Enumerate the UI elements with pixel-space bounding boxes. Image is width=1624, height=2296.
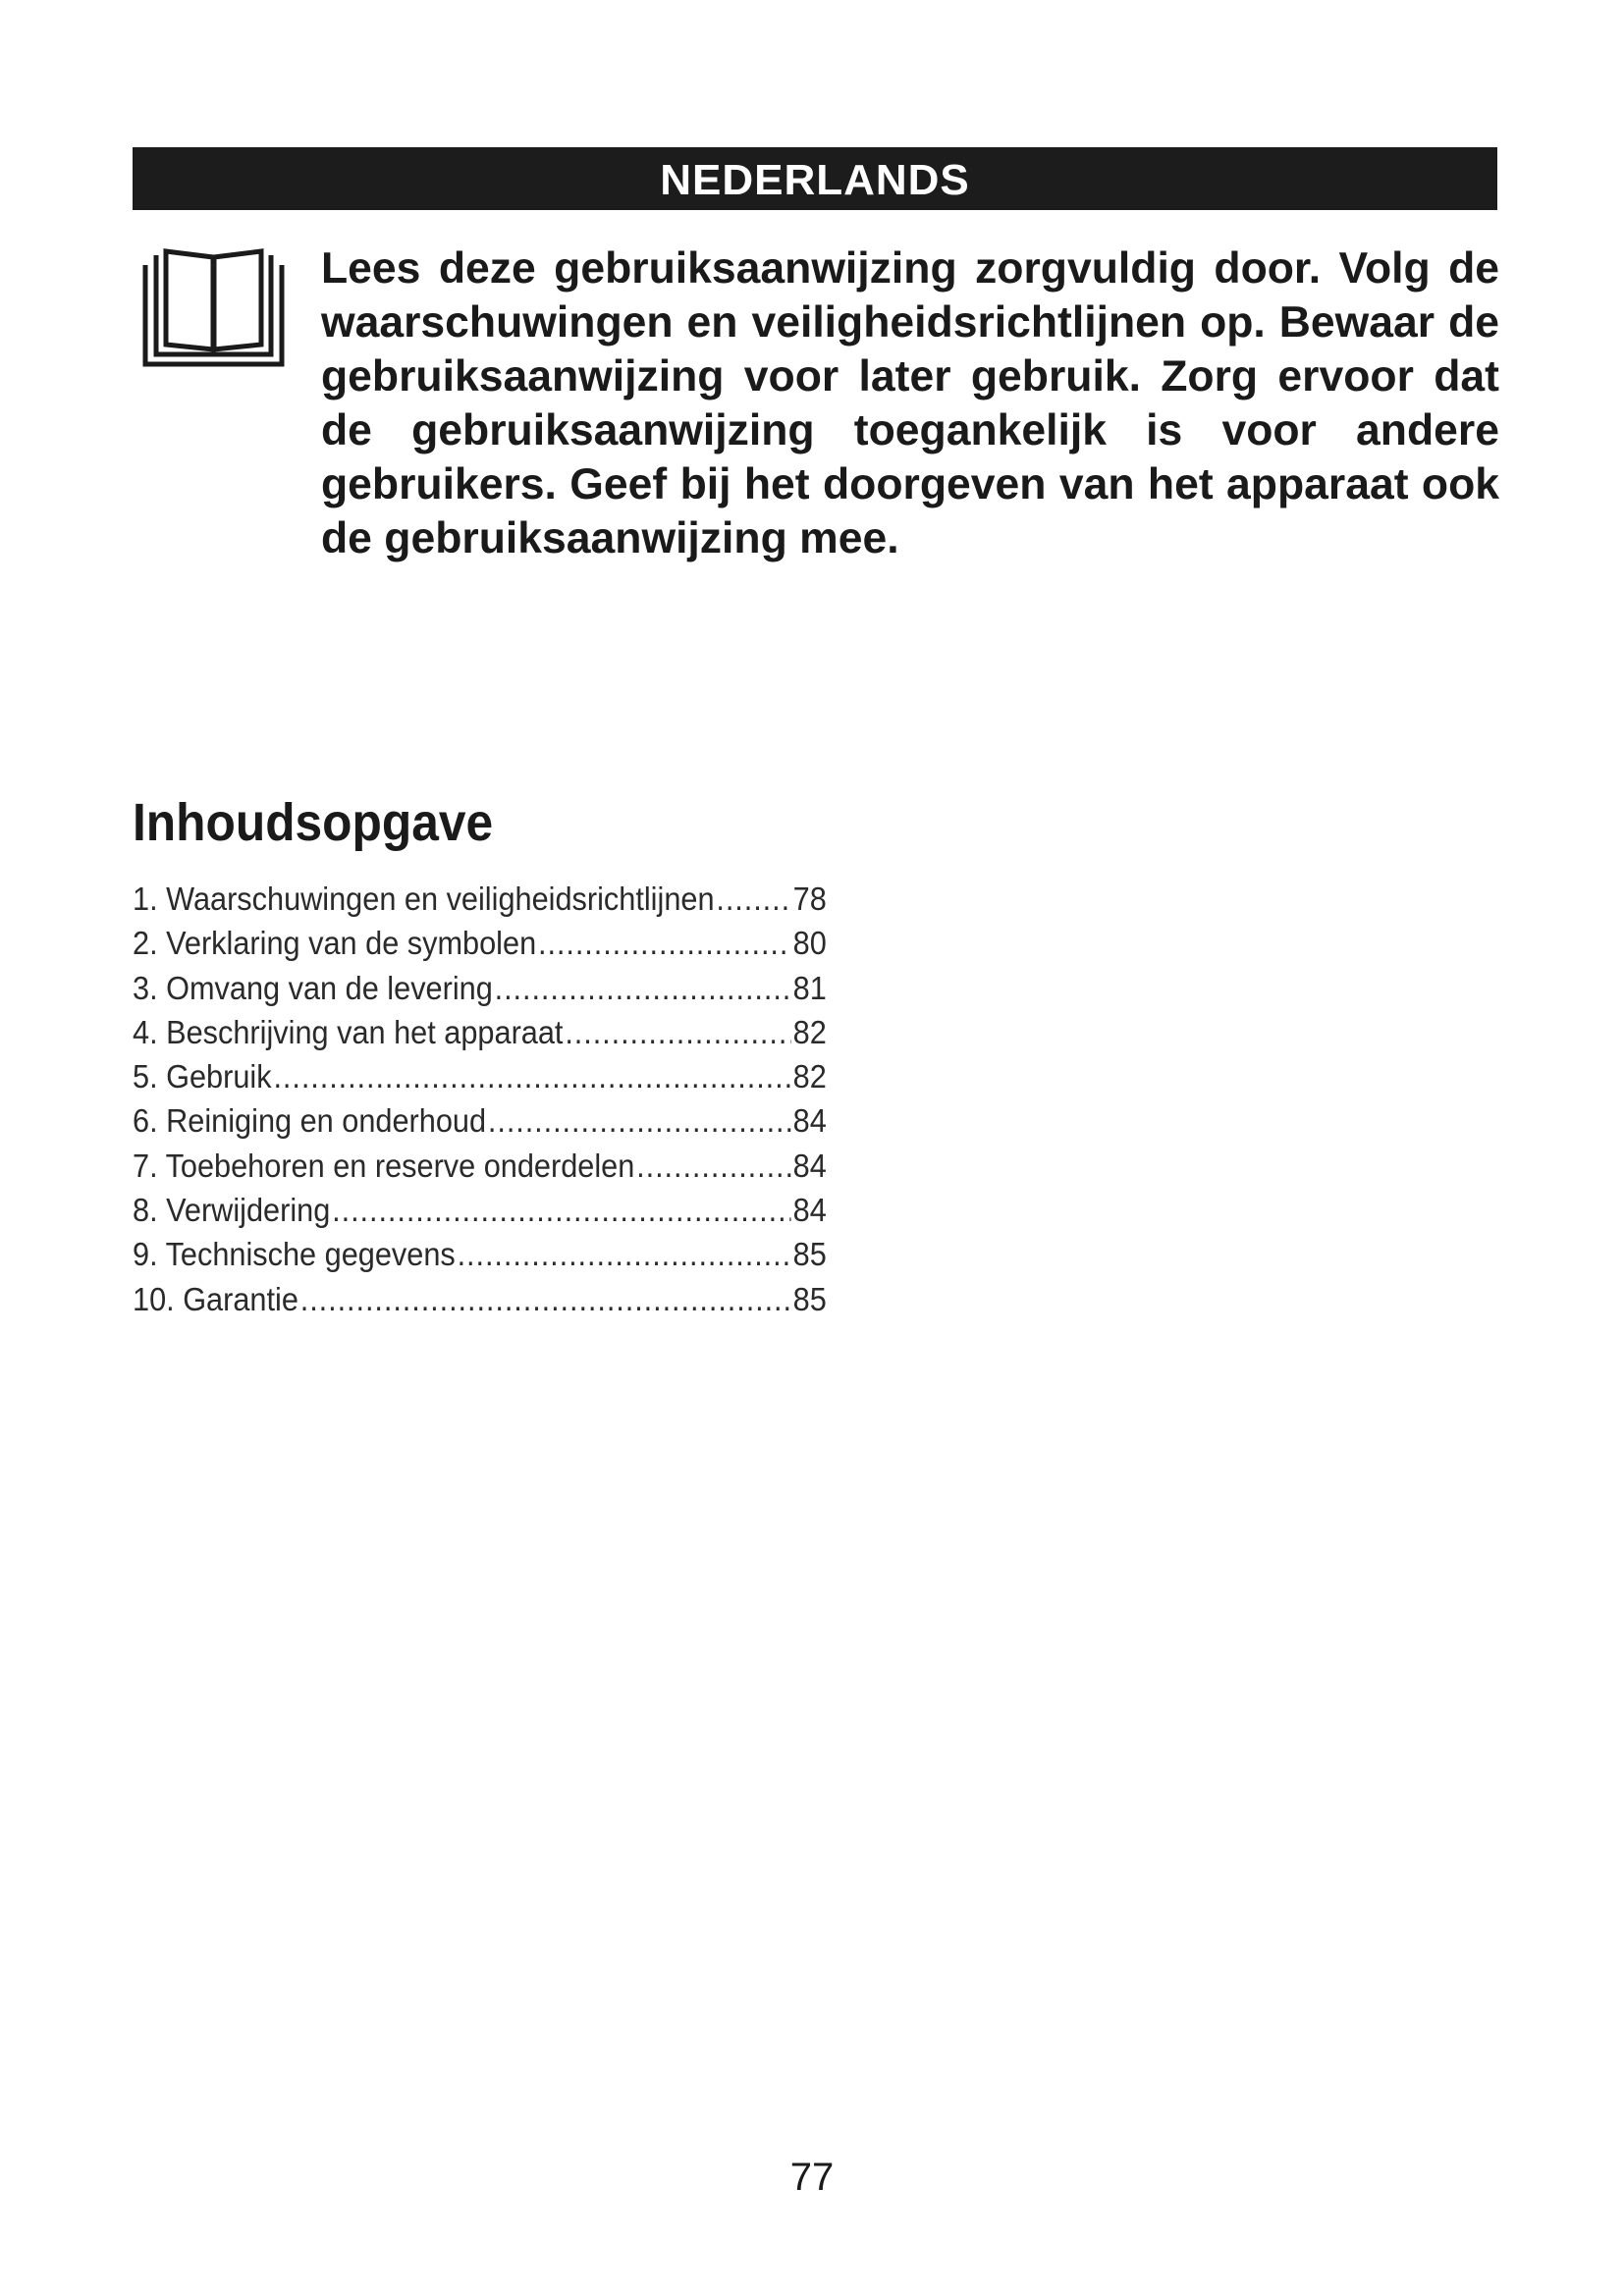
table-of-contents [133,877,879,1321]
toc-item-page: 82 [792,1058,827,1095]
toc-leader-dots [332,1188,791,1232]
toc-item-label: 1. Waarschuwingen en veiligheidsrichtlijnen [133,881,715,917]
toc-item [133,1054,827,1098]
toc-item [133,966,827,1010]
language-header-bar [133,147,1497,210]
toc-leader-dots [716,877,790,921]
toc-item-page: 82 [792,1013,827,1050]
toc-item-label: 8. Verwijdering [133,1192,331,1229]
toc-item [133,1144,827,1188]
toc-item [133,1232,827,1276]
toc-leader-dots [488,1098,791,1143]
toc-item-label: 5. Gebruik [133,1058,272,1095]
toc-item-label: 7. Toebehoren en reserve onderdelen [133,1147,635,1184]
toc-item-page: 84 [792,1192,827,1229]
toc-leader-dots [636,1144,791,1188]
toc-item-page: 78 [792,881,827,917]
toc-item [133,877,827,921]
open-book-icon [142,247,285,367]
toc-item-page: 85 [792,1236,827,1273]
toc-item-label: 10. Garantie [133,1280,298,1317]
toc-leader-dots [300,1277,791,1321]
toc-item-label: 9. Technische gegevens [133,1236,456,1273]
toc-item [133,1098,827,1143]
toc-item-label: 3. Omvang van de levering [133,969,493,1006]
page-number: 77 [789,2156,835,2199]
toc-item [133,1277,827,1321]
toc-leader-dots [565,1010,790,1054]
intro-paragraph: Lees deze gebruiksaanwijzing zorgvuldig door. Volg de waarschuwingen en veiligheidsrichtlijnen op. Bewaar de gebruiksaanwijzing voor later gebruik. Zorg ervoor dat de gebruiksaanwijzing toegankelijk is voor andere gebruikers. Geef bij het doorgeven van het apparaat ook de gebruiksaanwijzing mee. [321,244,1499,562]
language-label: NEDERLANDS [660,156,970,204]
toc-item-page: 80 [792,925,827,962]
toc-item [133,1188,827,1232]
toc-item-label: 2. Verklaring van de symbolen [133,925,537,962]
toc-leader-dots [273,1054,790,1098]
toc-item-page: 84 [792,1147,827,1184]
toc-item-label: 4. Beschrijving van het apparaat [133,1013,564,1050]
toc-item-page: 81 [792,969,827,1006]
toc-leader-dots [495,966,791,1010]
toc-title: Inhoudsopgave [133,793,494,852]
toc-leader-dots [538,921,791,965]
toc-leader-dots [458,1232,791,1276]
toc-item [133,921,827,965]
toc-item [133,1010,827,1054]
toc-item-page: 85 [792,1280,827,1317]
toc-item-page: 84 [792,1102,827,1140]
toc-item-label: 6. Reiniging en onderhoud [133,1102,487,1140]
